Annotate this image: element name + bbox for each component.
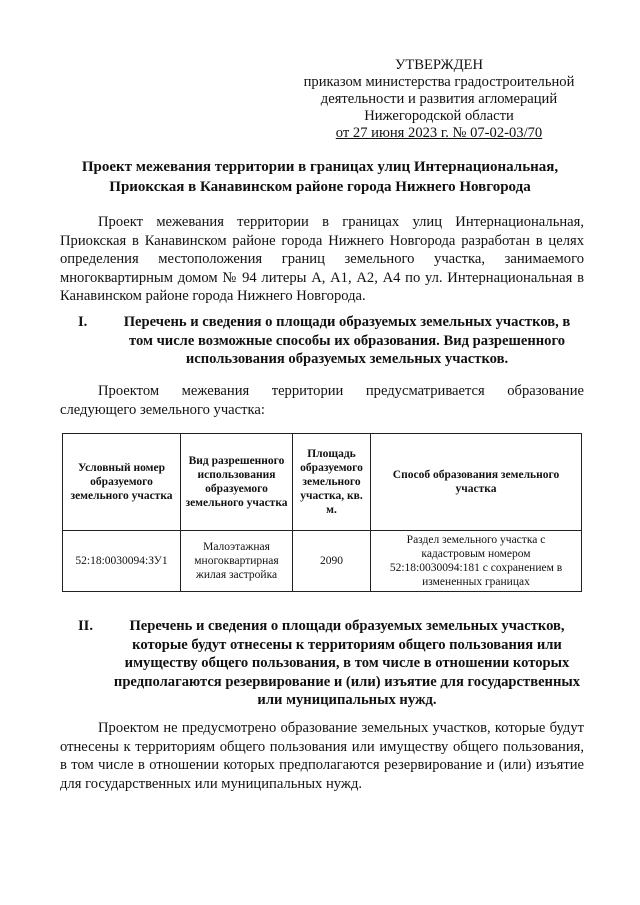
formation-method-cell: Раздел земельного участка с кадастровым номером 52:18:0030094:181 с сохранением в измененных границах <box>371 531 582 592</box>
section-2-heading-text: Перечень и сведения о площади образуемых земельных участков, которые будут отнесены к территориям общего пользования или имуществу общего пользования, в том числе в отношении которых предполагаются резервирование и (или) изъятие для государственных или муниципальных нужд. <box>113 618 581 708</box>
section-1-heading <box>60 313 584 369</box>
table-header-cell: Условный номер образуемого земельного участка <box>63 434 181 531</box>
document-title <box>60 157 580 197</box>
table-header-cell: Вид разрешенного использования образуемого земельного участка <box>181 434 293 531</box>
approval-order: приказом министерства градостроительной <box>303 74 575 90</box>
permitted-use-cell: Малоэтажная многоквартирная жилая застройка <box>181 531 293 592</box>
approval-stamp <box>294 57 584 142</box>
document-title-line-2: Приокская в Канавинском районе города Нижнего Новгорода <box>109 179 531 195</box>
section-2-heading <box>60 617 584 710</box>
document-title-line-1: Проект межевания территории в границах улиц Интернациональная, <box>81 159 559 175</box>
intro-paragraph: Проект межевания территории в границах улиц Интернациональная, Приокская в Канавинском районе города Нижнего Новгорода разработан в целях определения местоположения границ земельного участка, занимаемого многоквартирным домом № 94 литеры А, А1, А2, А4 по ул. Интернациональная в Канавинском районе города Нижнего Новгорода. <box>60 214 584 304</box>
area-cell: 2090 <box>293 531 371 592</box>
section-1-heading-text: Перечень и сведения о площади образуемых земельных участков, в том числе возможные способы их образования. Вид разрешенного использования образуемых земельных участков. <box>123 314 571 367</box>
table-row <box>63 531 582 592</box>
section-1-number: I. <box>78 314 88 330</box>
approval-title: УТВЕРЖДЕН <box>395 57 483 73</box>
table-header-cell: Площадь образуемого земельного участка, кв. м. <box>293 434 371 531</box>
table-header-cell: Способ образования земельного участка <box>371 434 582 531</box>
approval-date: от 27 июня 2023 г. № 07-02-03/70 <box>335 125 543 141</box>
section-1-paragraph: Проектом межевания территории предусматривается образование следующего земельного участка: <box>60 383 584 418</box>
land-plot-table <box>62 433 582 592</box>
approval-ministry: деятельности и развития агломераций <box>320 91 558 107</box>
table-header-row <box>63 434 582 531</box>
section-2-number: II. <box>78 618 94 634</box>
section-2-paragraph: Проектом не предусмотрено образование земельных участков, которые будут отнесены к территориям общего пользования или имуществу общего пользования, в том числе в отношении которых предполагаются резервирование и (или) изъятие для государственных или муниципальных нужд. <box>60 720 584 792</box>
approval-region: Нижегородской области <box>364 108 514 124</box>
plot-number-cell: 52:18:0030094:ЗУ1 <box>63 531 181 592</box>
